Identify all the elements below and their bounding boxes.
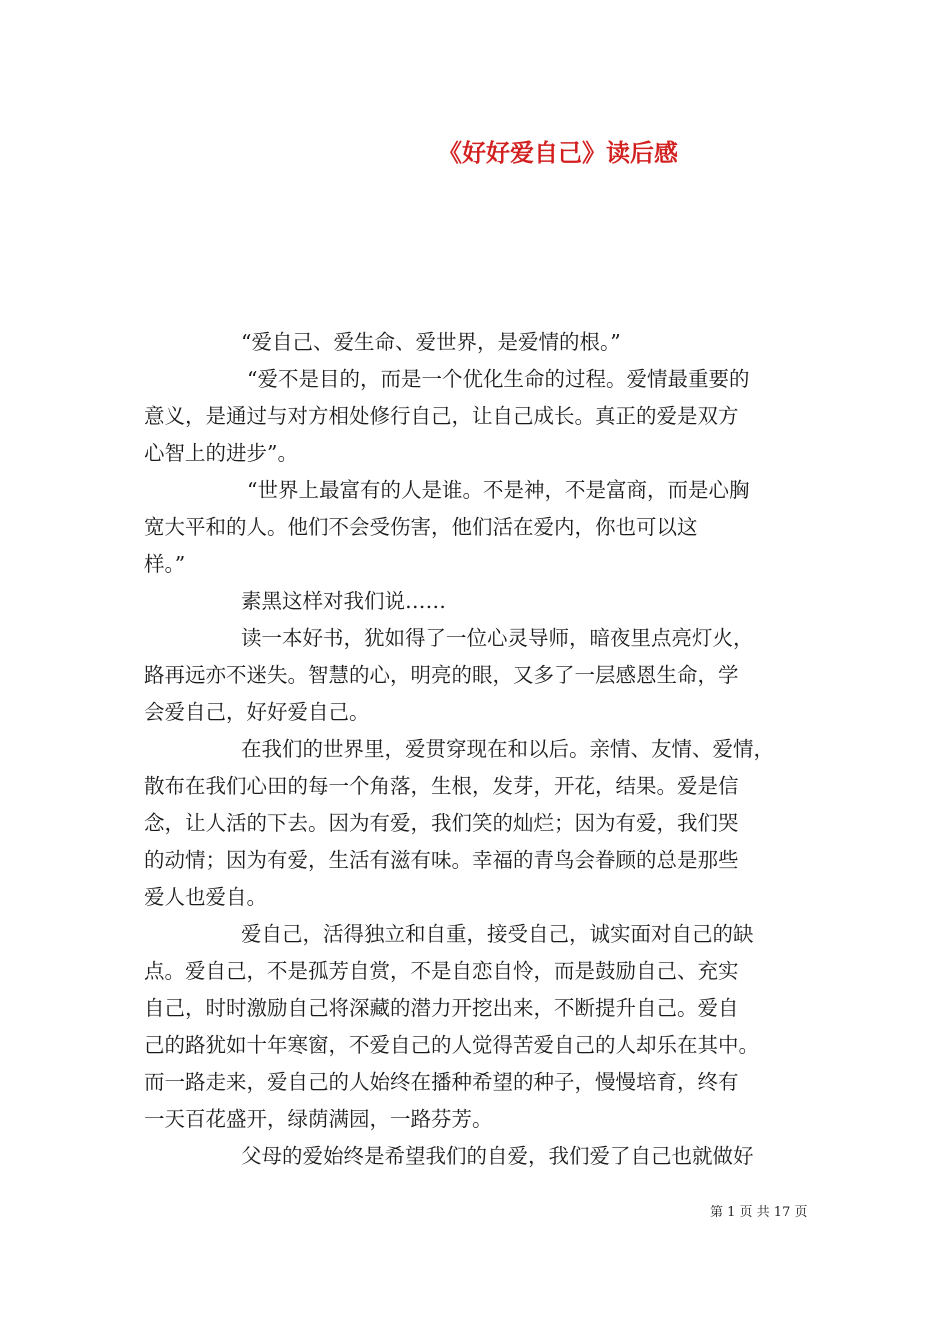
paragraph-line: 样。”: [144, 552, 186, 576]
page-number-footer: 第 1 页 共 17 页: [710, 1205, 808, 1220]
paragraph-line: “爱不是目的，而是一个优化生命的过程。爱情最重要的: [247, 367, 750, 391]
paragraph-line: 念，让人活的下去。因为有爱，我们笑的灿烂；因为有爱，我们哭: [144, 811, 739, 835]
paragraph-line: 在我们的世界里，爱贯穿现在和以后。亲情、友情、爱情，: [241, 737, 774, 761]
paragraph-line: 素黑这样对我们说……: [241, 589, 446, 613]
paragraph-line: 意义，是通过与对方相处修行自己，让自己成长。真正的爱是双方: [144, 404, 739, 428]
paragraph-line: 心智上的进步”。: [144, 441, 298, 465]
paragraph-line: 的动情；因为有爱，生活有滋有味。幸福的青鸟会眷顾的总是那些: [144, 848, 739, 872]
paragraph-line: “世界上最富有的人是谁。不是神，不是富商，而是心胸: [247, 478, 750, 502]
paragraph-line: “爱自己、爱生命、爱世界，是爱情的根。”: [241, 330, 621, 354]
document-title: 《好好爱自己》读后感: [438, 138, 678, 167]
paragraph-line: 路再远亦不迷失。智慧的心，明亮的眼，又多了一层感恩生命，学: [144, 663, 739, 687]
paragraph-line: 而一路走来，爱自己的人始终在播种希望的种子，慢慢培育，终有: [144, 1070, 739, 1094]
paragraph-line: 散布在我们心田的每一个角落，生根，发芽，开花，结果。爱是信: [144, 774, 739, 798]
paragraph-line: 父母的爱始终是希望我们的自爱，我们爱了自己也就做好: [241, 1144, 754, 1168]
paragraph-line: 点。爱自己，不是孤芳自赏，不是自恋自怜，而是鼓励自己、充实: [144, 959, 739, 983]
paragraph-line: 爱人也爱自。: [144, 885, 267, 909]
paragraph-line: 读一本好书，犹如得了一位心灵导师，暗夜里点亮灯火，: [241, 626, 754, 650]
paragraph-line: 会爱自己，好好爱自己。: [144, 700, 370, 724]
paragraph-line: 一天百花盛开，绿荫满园，一路芬芳。: [144, 1107, 493, 1131]
paragraph-line: 自己，时时激励自己将深藏的潜力开挖出来，不断提升自己。爱自: [144, 996, 739, 1020]
paragraph-line: 爱自己，活得独立和自重，接受自己，诚实面对自己的缺: [241, 922, 754, 946]
paragraph-line: 己的路犹如十年寒窗，不爱自己的人觉得苦爱自己的人却乐在其中。: [144, 1033, 759, 1057]
document-body: [144, 324, 810, 1175]
paragraph-line: 宽大平和的人。他们不会受伤害，他们活在爱内，你也可以这: [144, 515, 698, 539]
